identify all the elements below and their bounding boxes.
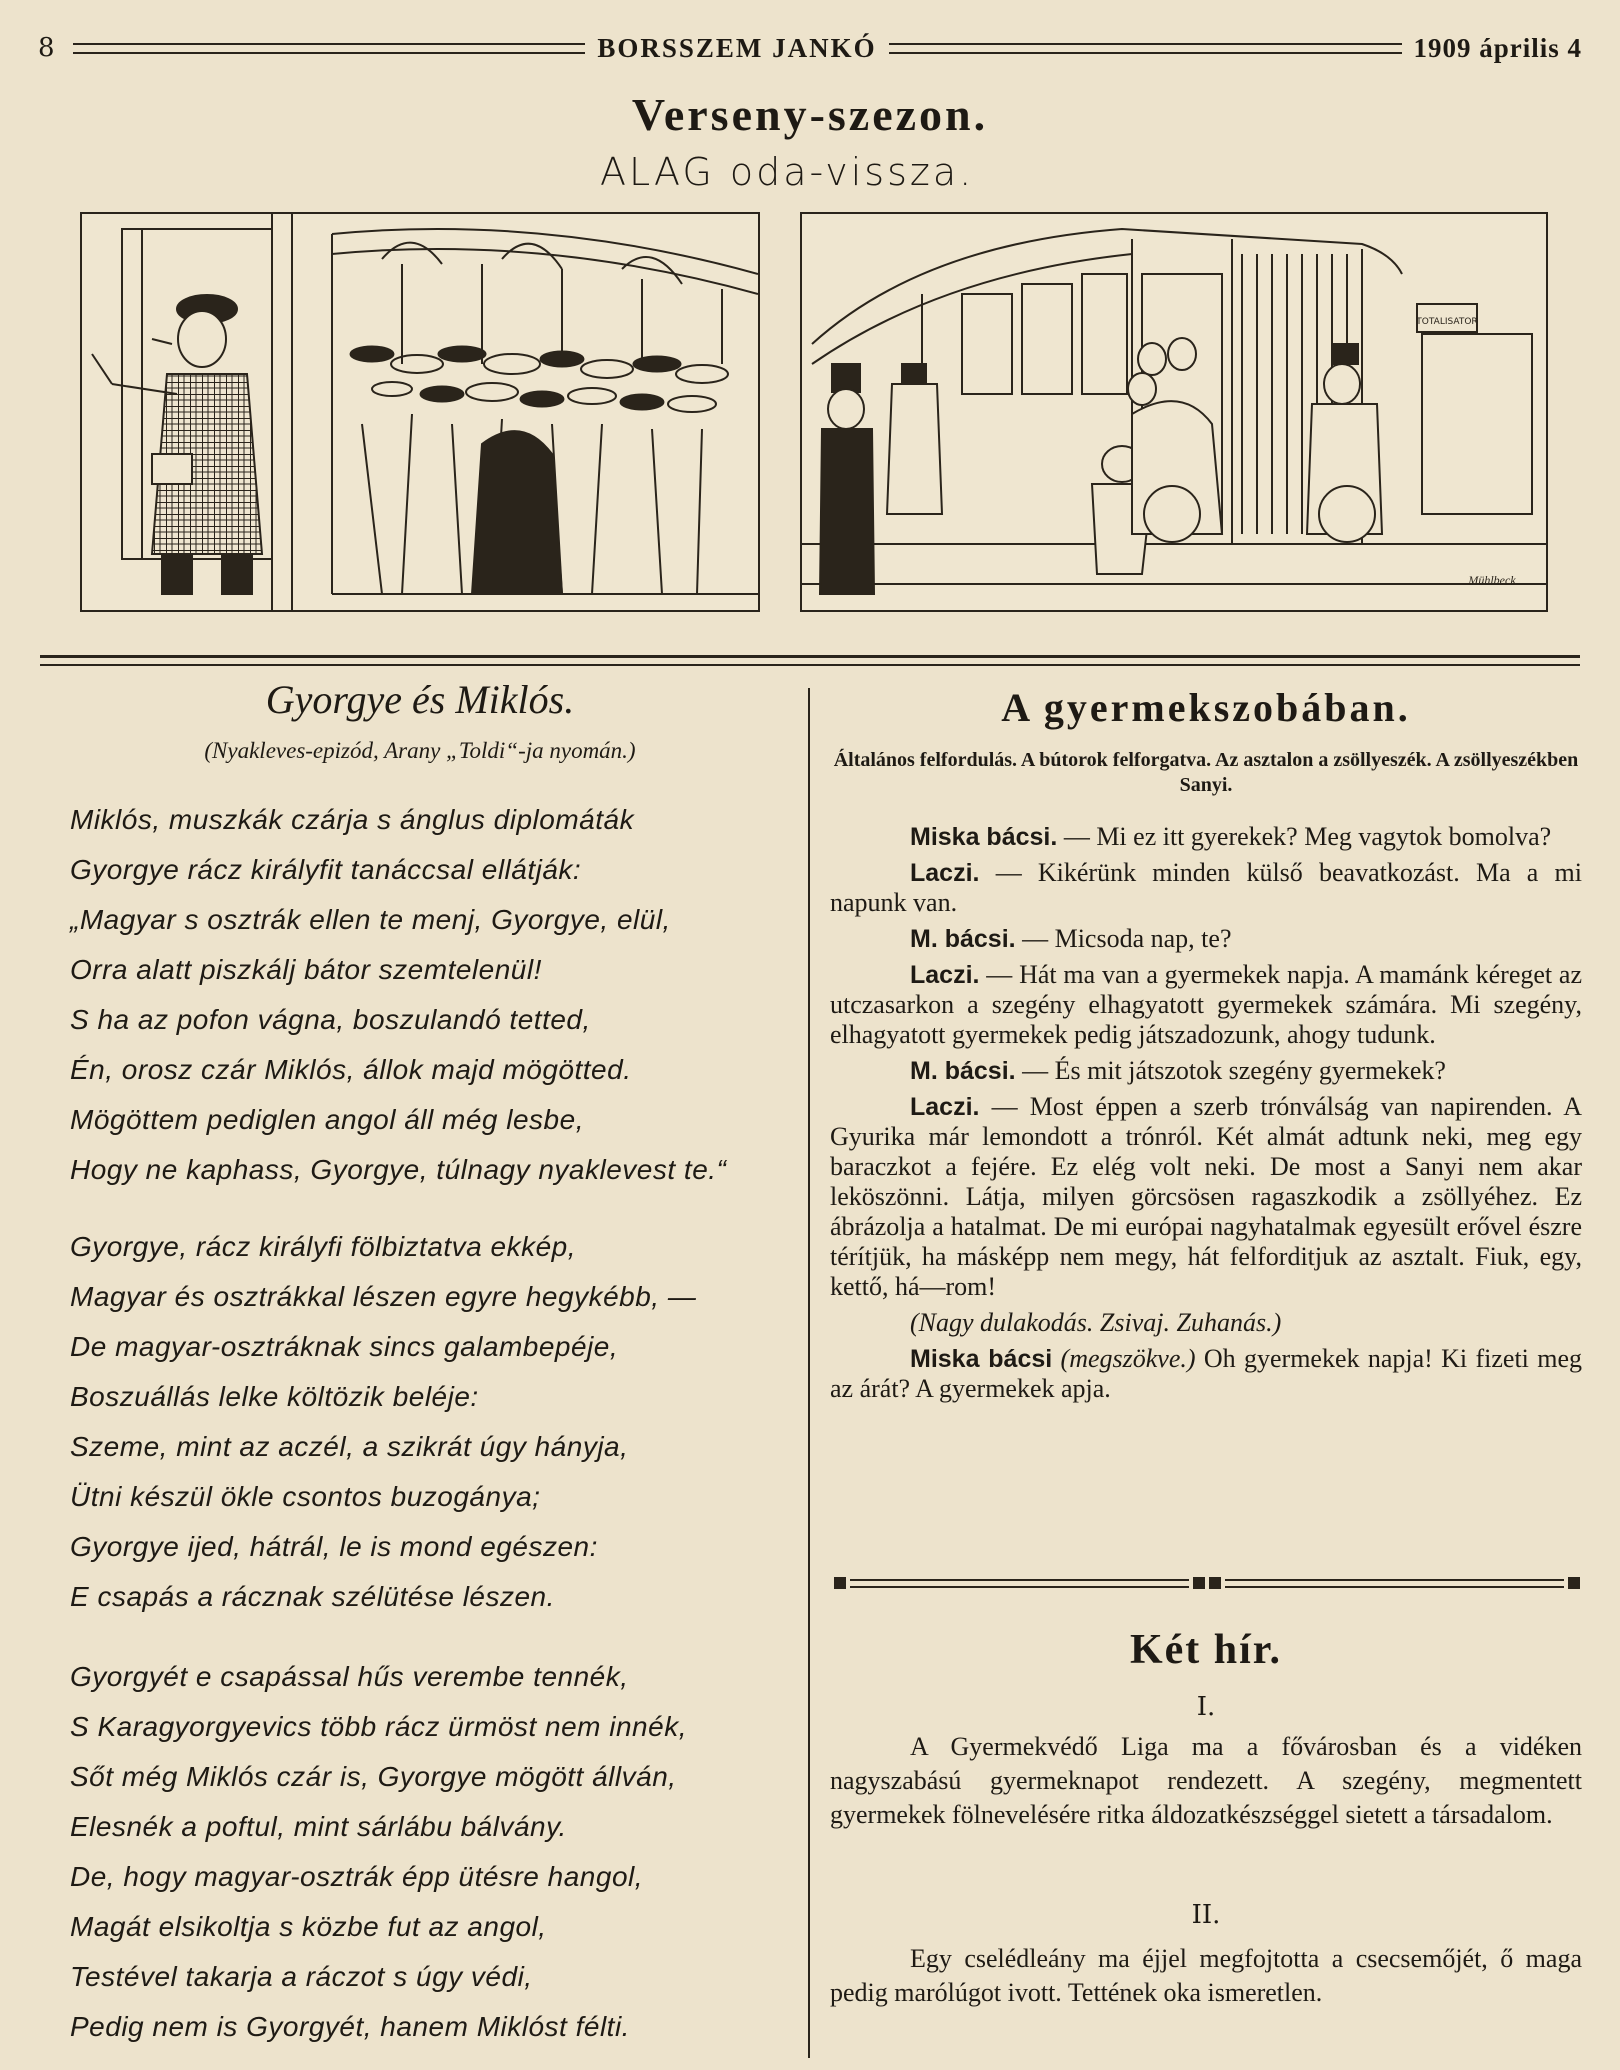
news-text: A Gyermekvédő Liga ma a fővárosban és a vidéken nagyszabású gyermeknapot rendezett. A szegény, megmentett gyermekek fölnevelésére ritka áldozatkészséggel sietett a társadalom. <box>830 1732 1582 1829</box>
dialogue-text: — Micsoda nap, te? <box>1022 924 1232 953</box>
speaker: Miska bácsi. <box>910 823 1058 851</box>
dialogue-line <box>830 924 1582 954</box>
cartoon-subtitle: ALAG oda-vissza. <box>600 150 975 194</box>
speaker: Laczi. <box>910 1093 980 1121</box>
poem-line: „Magyar s osztrák ellen te menj, Gyorgye, elül, <box>70 904 671 935</box>
poem-line: Gyorgye rácz királyfit tanáccsal ellátják: <box>70 854 582 885</box>
poem-line: Sőt még Miklós czár is, Gyorgye mögött állván, <box>70 1761 677 1792</box>
news-item <box>830 1942 1582 2010</box>
speaker: M. bácsi. <box>910 925 1016 953</box>
dialogue-text: — Mi ez itt gyerekek? Meg vagytok bomolva? <box>1063 822 1552 851</box>
poem-line: Magyar és osztrákkal lészen egyre hegykébb, — <box>70 1281 697 1312</box>
poem-line: Elesnék a poftul, mint sárlábu bálvány. <box>70 1811 567 1842</box>
section-divider <box>40 655 1580 666</box>
cartoon-title: Verseny-szezon. <box>631 89 989 140</box>
cartoon-panel-left <box>80 212 760 612</box>
poem-title: Gyorgye és Miklós. <box>265 677 575 722</box>
poem-subtitle: (Nyakleves-epizód, Arany „Toldi“-ja nyomán.) <box>204 738 636 763</box>
stage-direction-inline: (Nagy dulakodás. Zsivaj. Zuhanás.) <box>910 1308 1282 1337</box>
poem-line: De, hogy magyar-osztrák épp ütésre hangol, <box>70 1861 644 1892</box>
speaker: Miska bácsi <box>910 1345 1053 1373</box>
stage-direction: Általános felfordulás. A bútorok felforgatva. Az asztalon a zsöllyeszék. A zsöllyeszékben Sanyi. <box>833 749 1579 796</box>
dialogue-text: — Hát ma van a gyermekek napja. A mamánk kéreget az utczasarkon a szegény elhagyatott gyermekek számára. Mi szegény, elhagyatott gyermekek pedig játszadozunk, ahogy tudunk. <box>830 960 1583 1049</box>
dialogue-text: Oh gyermekek napja! Ki fizeti meg az árát? A gyermekek apja. <box>830 1344 1583 1403</box>
dialogue-line <box>830 960 1582 1050</box>
dialogue-text: — Kikérünk minden külső beavatkozást. Ma a mi napunk van. <box>830 858 1582 917</box>
poem-line: S ha az pofon vágna, boszulandó tetted, <box>70 1004 591 1035</box>
poem-line: S Karagyorgyevics több rácz ürmöst nem innék, <box>70 1711 687 1742</box>
poem-line: Ütni készül ökle csontos buzogánya; <box>70 1481 541 1512</box>
dialogue <box>830 822 1582 1410</box>
dialogue-line <box>830 1092 1582 1302</box>
illustration-crowd-at-train <box>82 214 758 610</box>
poem-line: Boszuállás lelke költözik beléje: <box>70 1381 479 1412</box>
poem-line: Gyorgyét e csapással hűs verembe tennék, <box>70 1661 629 1692</box>
header-rule-right <box>889 43 1402 54</box>
illustration-train-return <box>802 214 1546 610</box>
poem-line: Én, orosz czár Miklós, állok majd mögötted. <box>70 1054 632 1085</box>
article-title-gyermekszoba: A gyermekszobában. <box>1001 685 1411 730</box>
page-number: 8 <box>38 33 55 63</box>
poem-line: Gyorgye ijed, hátrál, le is mond egészen: <box>70 1531 598 1562</box>
page-header <box>38 28 1582 68</box>
news-item <box>830 1730 1582 1832</box>
publication-title: BORSSZEM JANKÓ <box>597 32 877 63</box>
dialogue-text: — És mit játszotok szegény gyermekek? <box>1022 1056 1446 1085</box>
artist-signature: Mühlbeck <box>1468 573 1516 587</box>
poem-line: Hogy ne kaphass, Gyorgye, túlnagy nyaklevest te.“ <box>70 1154 727 1185</box>
speaker: Laczi. <box>910 961 980 989</box>
poem-line: Pedig nem is Gyorgyét, hanem Miklóst félti. <box>70 2011 630 2042</box>
dialogue-line <box>830 1344 1582 1404</box>
poem-stanza-3 <box>70 1652 790 2052</box>
dialogue-line <box>830 858 1582 918</box>
ornamental-divider <box>834 1575 1580 1591</box>
news-number: I. <box>1196 1692 1216 1722</box>
dialogue-text: — Most éppen a szerb trónválság van napirenden. A Gyurika már lemondott a trónról. Két almát adtunk neki, meg egy baraczkot a fejére. Ez elég volt neki. De most a Sanyi nem akar leköszönni. Látja, milyen görcsösen ragaszkodik a zsöllyéhez. Ez ábrázolja a hatalmat. De mi európai nagyhatalmak egyesült erővel észre térítjük, ha másképp nem megy, hát felforditjuk az asztalt. Fiuk, egy, kettő, há—rom! <box>830 1092 1583 1301</box>
poem-line: Testével takarja a ráczot s úgy védi, <box>70 1961 533 1992</box>
speaker-direction: (megszökve.) <box>1060 1344 1196 1373</box>
poem-line: Gyorgye, rácz királyfi fölbiztatva ekkép, <box>70 1231 577 1262</box>
poem-line: Szeme, mint az aczél, a szikrát úgy hányja, <box>70 1431 629 1462</box>
poem-line: Orra alatt piszkálj bátor szemtelenül! <box>70 954 542 985</box>
dialogue-line <box>830 1056 1582 1086</box>
cartoon-panel-right <box>800 212 1548 612</box>
article-title-ket-hir: Két hír. <box>1129 1627 1283 1673</box>
news-text: Egy cselédleány ma éjjel megfojtotta a csecsemőjét, ő maga pedig marólúgot ivott. Tettének oka ismeretlen. <box>830 1944 1582 2007</box>
poem-line: De magyar-osztráknak sincs galambepéje, <box>70 1331 619 1362</box>
dialogue-line <box>830 822 1582 852</box>
dialogue-line <box>830 1308 1582 1338</box>
poem-line: E csapás a rácznak szélütése lészen. <box>70 1581 555 1612</box>
speaker: Laczi. <box>910 859 980 887</box>
sign-totalisator: TOTALISATOR <box>1416 317 1478 327</box>
column-rule <box>808 688 810 2058</box>
poem-stanza-2 <box>70 1222 790 1622</box>
header-rule-left <box>73 43 586 54</box>
issue-date: 1909 április 4 <box>1413 32 1583 63</box>
speaker: M. bácsi. <box>910 1057 1016 1085</box>
poem-line: Magát elsikoltja s közbe fut az angol, <box>70 1911 547 1942</box>
poem-line: Mögöttem pediglen angol áll még lesbe, <box>70 1104 584 1135</box>
poem-line: Miklós, muszkák czárja s ánglus diplomáták <box>70 804 635 835</box>
poem-stanza-1 <box>70 795 790 1195</box>
news-number: II. <box>1191 1900 1221 1930</box>
